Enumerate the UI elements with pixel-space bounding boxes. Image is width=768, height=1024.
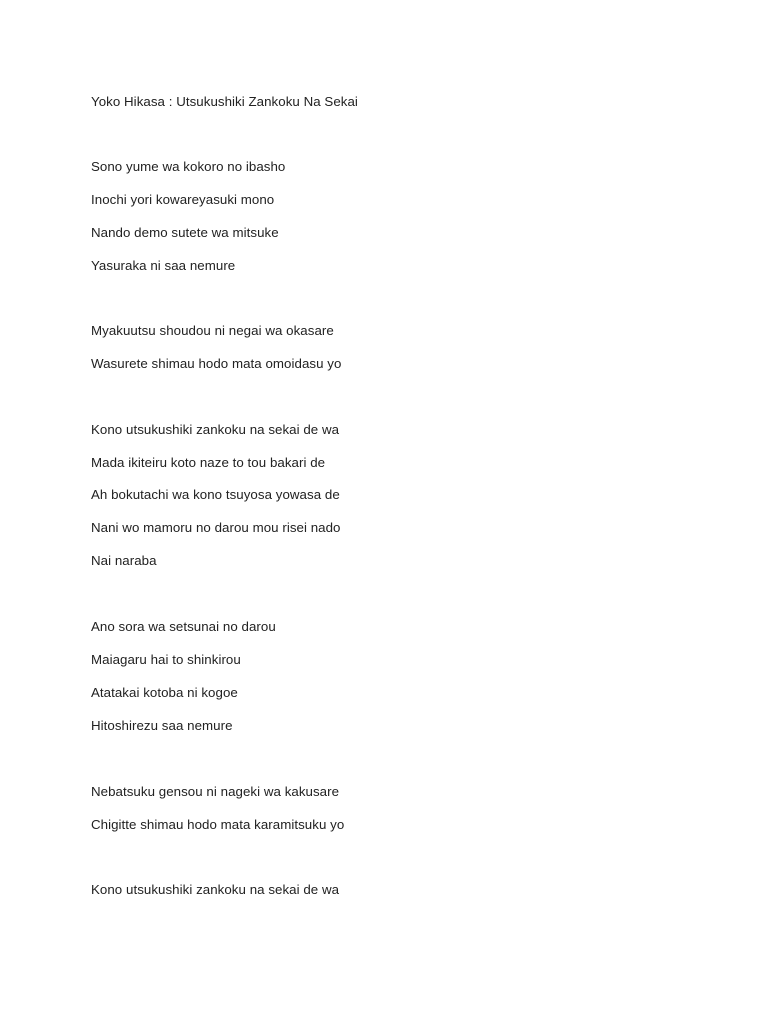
lyric-line: Myakuutsu shoudou ni negai wa okasare: [91, 323, 334, 338]
lyric-line: Atatakai kotoba ni kogoe: [91, 685, 238, 700]
lyric-line: Kono utsukushiki zankoku na sekai de wa: [91, 882, 340, 897]
lyric-line: Ah bokutachi wa kono tsuyosa yowasa de: [91, 487, 340, 502]
lyric-line: Sono yume wa kokoro no ibasho: [91, 159, 286, 174]
lyric-line: Maiagaru hai to shinkirou: [91, 652, 241, 667]
lyric-line: Chigitte shimau hodo mata karamitsuku yo: [91, 817, 345, 832]
lyric-line: Nando demo sutete wa mitsuke: [91, 225, 279, 240]
lyric-line: Nani wo mamoru no darou mou risei nado: [91, 520, 341, 535]
lyric-line: Wasurete shimau hodo mata omoidasu yo: [91, 356, 342, 371]
document-title: Yoko Hikasa : Utsukushiki Zankoku Na Sekai: [91, 94, 358, 109]
lyric-line: Inochi yori kowareyasuki mono: [91, 192, 275, 207]
lyric-line: Nai naraba: [91, 553, 157, 568]
lyric-line: Mada ikiteiru koto naze to tou bakari de: [91, 455, 326, 470]
lyric-line: Ano sora wa setsunai no darou: [91, 619, 276, 634]
lyric-line: Hitoshirezu saa nemure: [91, 718, 233, 733]
lyric-line: Nebatsuku gensou ni nageki wa kakusare: [91, 784, 340, 799]
lyric-line: Yasuraka ni saa nemure: [91, 258, 236, 273]
lyric-line: Kono utsukushiki zankoku na sekai de wa: [91, 422, 340, 437]
